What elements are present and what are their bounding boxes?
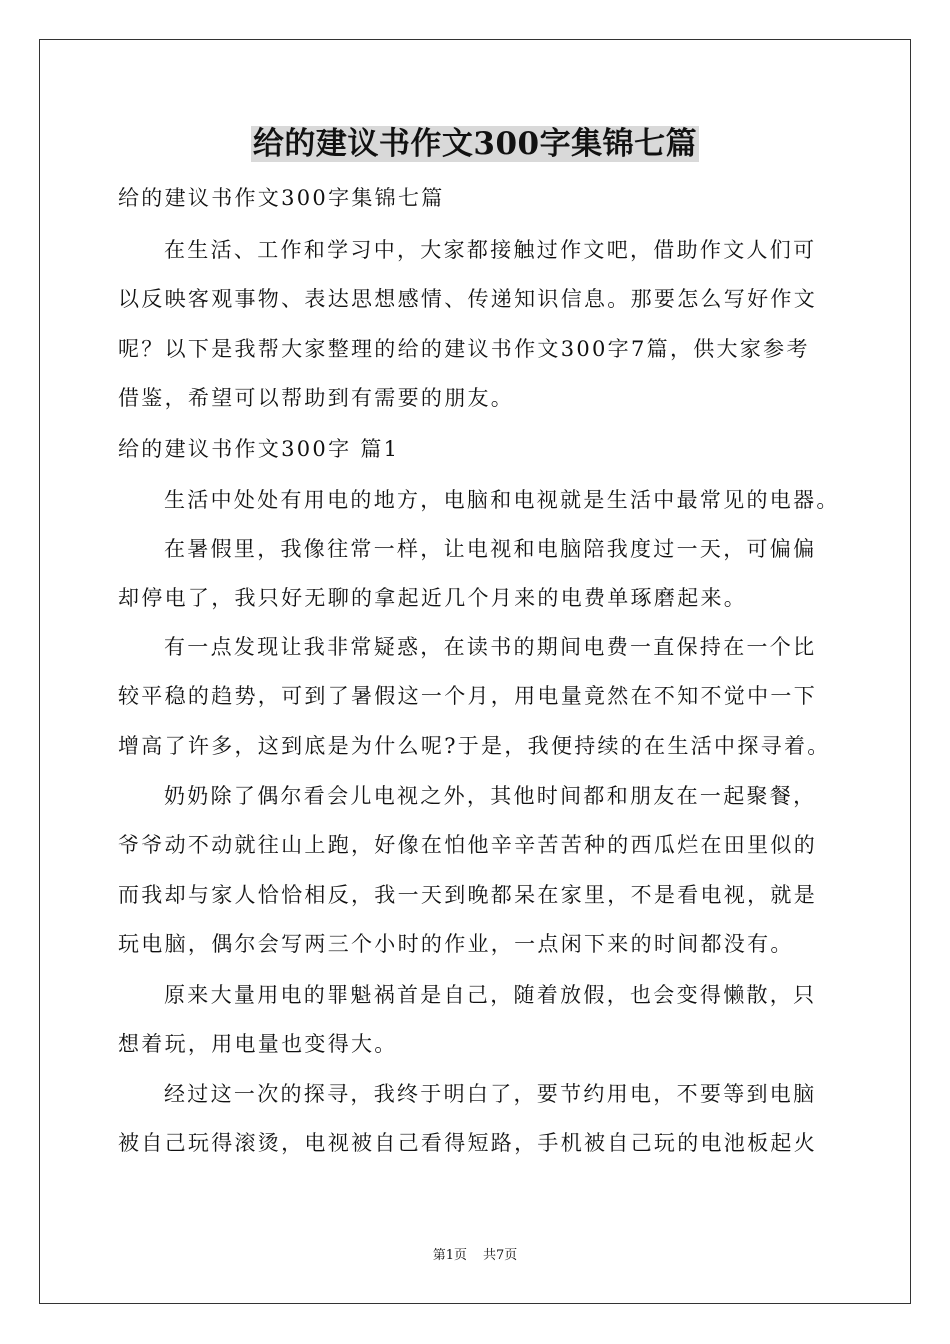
intro-line-3: 呢？以下是我帮大家整理的给的建议书作文300字7篇，供大家参考 xyxy=(118,337,810,361)
title-text: 给的建议书作文300字集锦七篇 xyxy=(252,126,698,162)
page-total: 共7页 xyxy=(483,1248,518,1263)
document-title xyxy=(0,124,950,164)
body-line-10: 玩电脑，偶尔会写两三个小时的作业，一点闲下来的时间都没有。 xyxy=(118,932,794,956)
body-line-13: 经过这一次的探寻，我终于明白了，要节约用电，不要等到电脑 xyxy=(164,1082,817,1106)
body-line-8: 爷爷动不动就往山上跑，好像在怕他辛辛苦苦种的西瓜烂在田里似的 xyxy=(118,833,817,857)
intro-line-4: 借鉴，希望可以帮助到有需要的朋友。 xyxy=(118,386,515,410)
subtitle-line: 给的建议书作文300字集锦七篇 xyxy=(118,186,445,210)
body-line-14: 被自己玩得滚烫，电视被自己看得短路，手机被自己玩的电池板起火 xyxy=(118,1131,817,1155)
page-number: 第1页 xyxy=(432,1248,467,1263)
page-border xyxy=(39,39,911,1304)
body-line-11: 原来大量用电的罪魁祸首是自己，随着放假，也会变得懒散，只 xyxy=(164,983,817,1007)
body-line-5: 较平稳的趋势，可到了暑假这一个月，用电量竟然在不知不觉中一下 xyxy=(118,684,817,708)
body-line-1: 生活中处处有用电的地方，电脑和电视就是生活中最常见的电器。 xyxy=(164,488,840,512)
body-line-7: 奶奶除了偶尔看会儿电视之外，其他时间都和朋友在一起聚餐， xyxy=(164,784,817,808)
body-line-9: 而我却与家人恰恰相反，我一天到晚都呆在家里，不是看电视，就是 xyxy=(118,883,817,907)
section-heading: 给的建议书作文300字 篇1 xyxy=(118,437,400,461)
body-line-3: 却停电了，我只好无聊的拿起近几个月来的电费单琢磨起来。 xyxy=(118,586,748,610)
intro-line-1: 在生活、工作和学习中，大家都接触过作文吧，借助作文人们可 xyxy=(164,238,817,262)
body-line-2: 在暑假里，我像往常一样，让电视和电脑陪我度过一天，可偏偏 xyxy=(164,537,817,561)
intro-line-2: 以反映客观事物、表达思想感情、传递知识信息。那要怎么写好作文 xyxy=(118,287,817,311)
body-line-4: 有一点发现让我非常疑惑，在读书的期间电费一直保持在一个比 xyxy=(164,635,817,659)
body-line-12: 想着玩，用电量也变得大。 xyxy=(118,1032,398,1056)
body-line-6: 增高了许多，这到底是为什么呢?于是，我便持续的在生活中探寻着。 xyxy=(118,734,831,758)
page-footer xyxy=(0,1247,950,1265)
